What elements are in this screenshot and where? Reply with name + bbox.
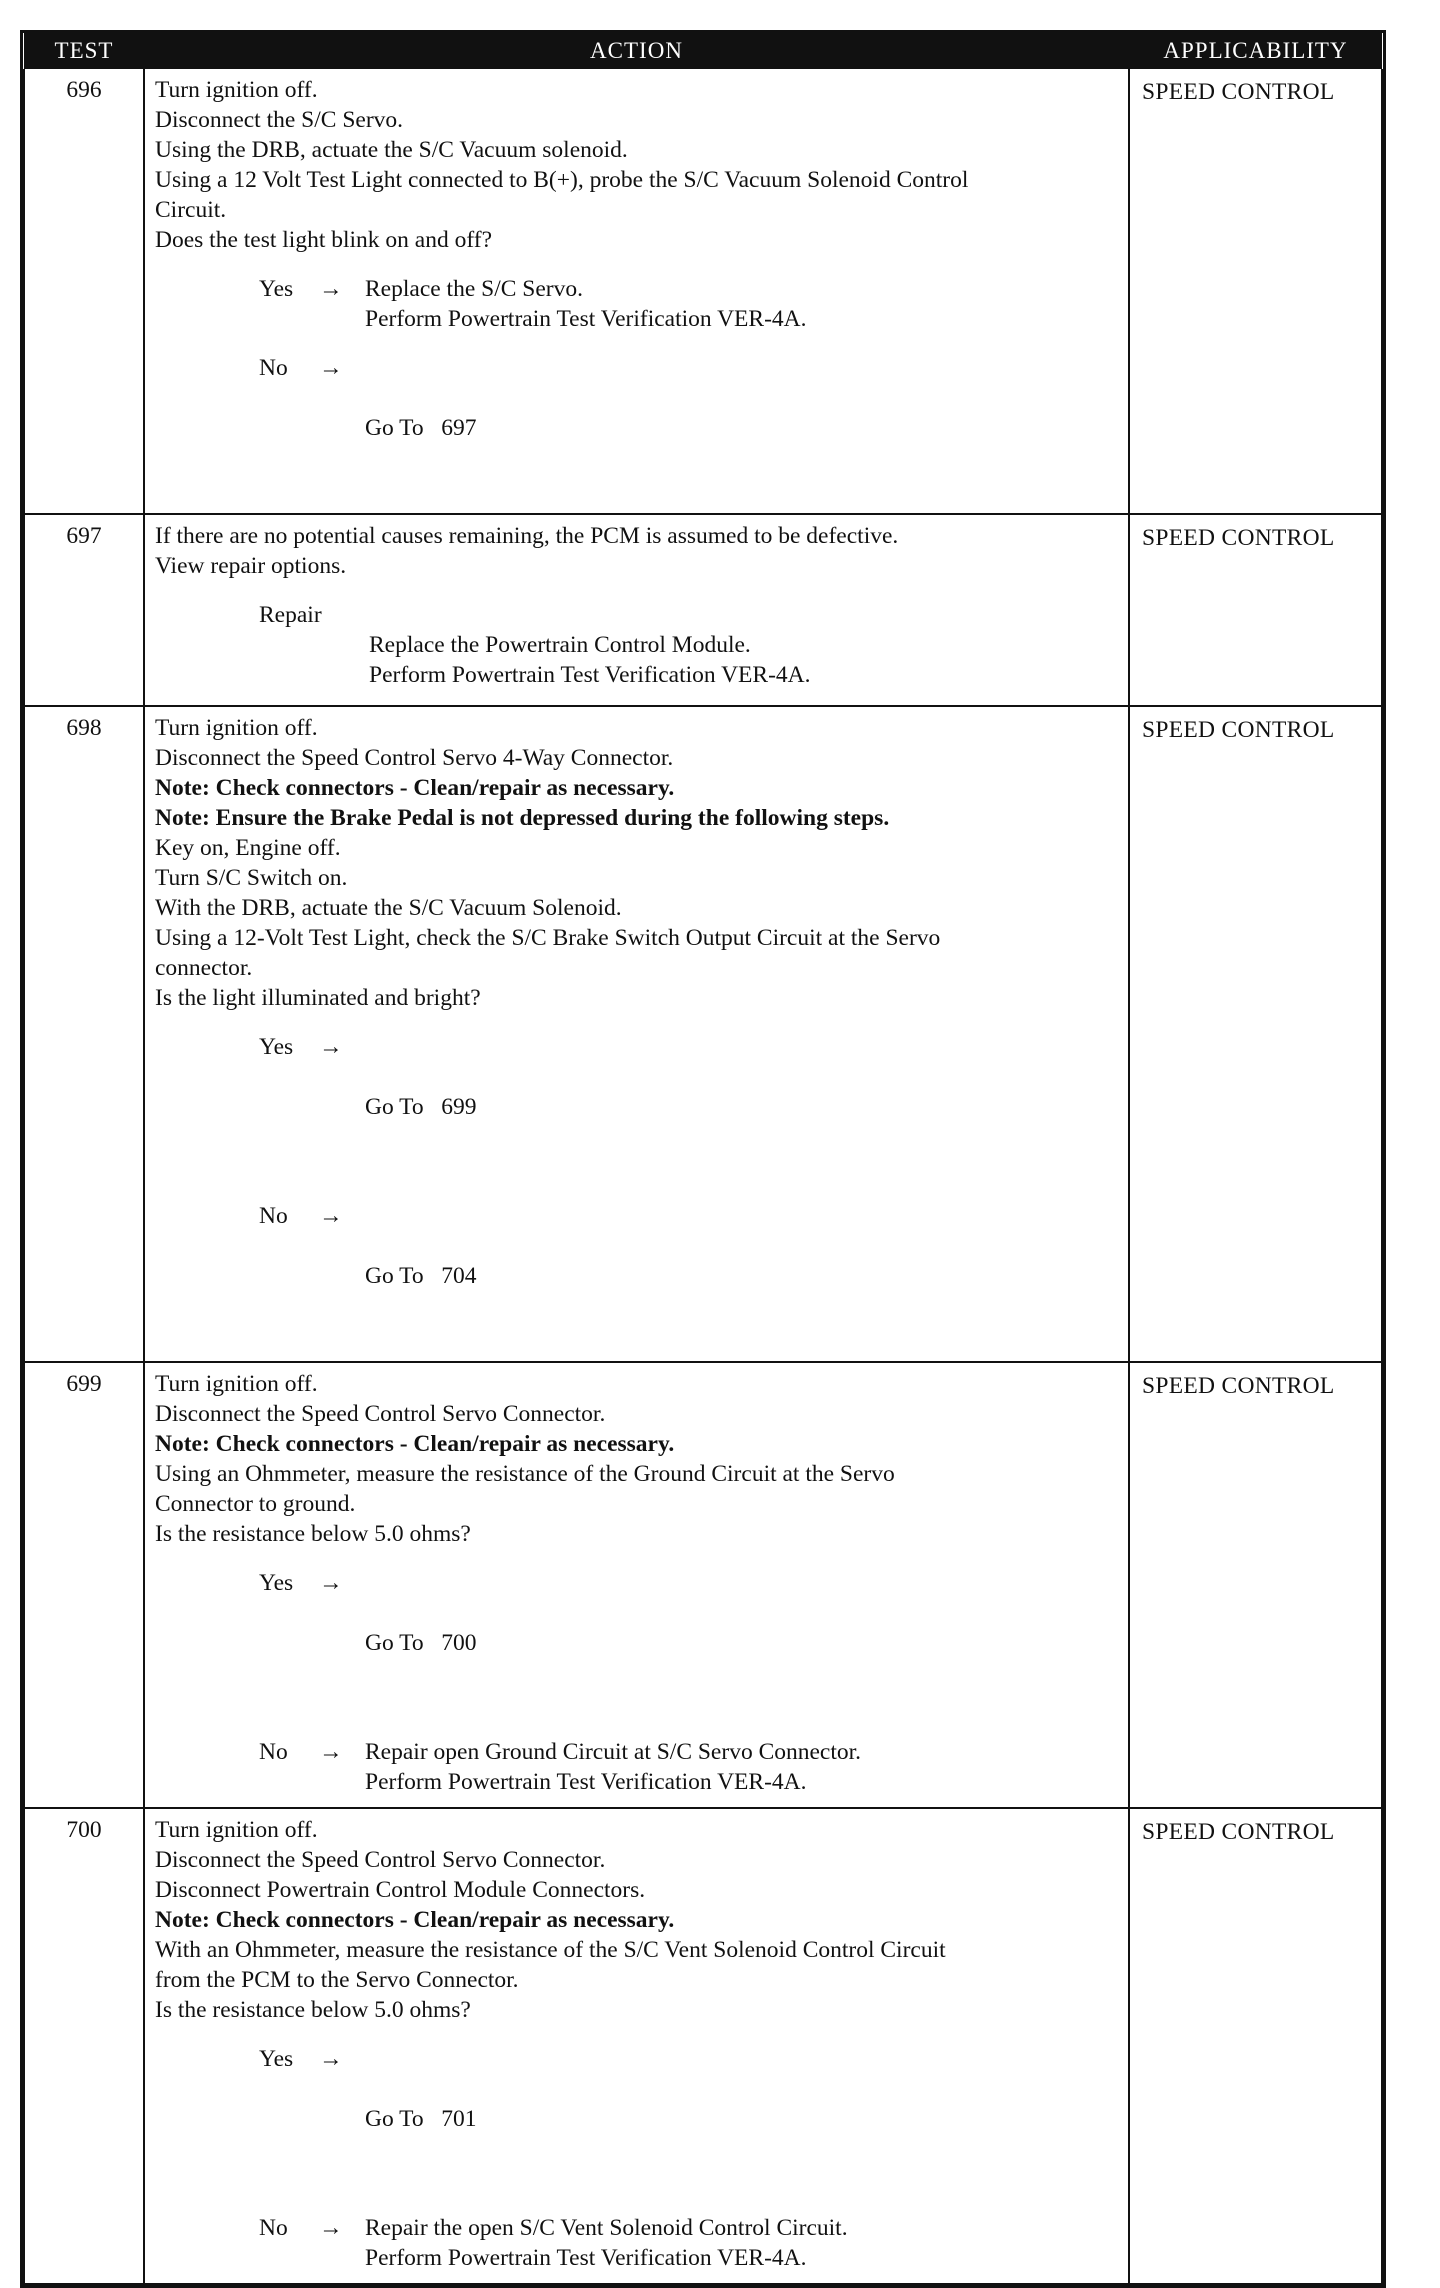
header-action: ACTION (144, 33, 1129, 69)
repair-text: Replace the Powertrain Control Module. (369, 632, 751, 658)
table-row (24, 1362, 1382, 1808)
step-text: View repair options. (155, 553, 347, 579)
yes-branch (259, 2044, 1122, 2194)
step-text: Turn ignition off. (155, 77, 318, 103)
no-branch (259, 2213, 1122, 2273)
table-row (24, 514, 1382, 706)
applicability-cell: SPEED CONTROL (1129, 69, 1382, 514)
step-text: Disconnect the Speed Control Servo Connector. (155, 1847, 606, 1873)
step-text: Is the resistance below 5.0 ohms? (155, 1997, 471, 2023)
no-label: No (259, 1739, 288, 1765)
header-test: TEST (24, 33, 144, 69)
step-text: Turn ignition off. (155, 1371, 318, 1397)
step-text: Disconnect the Speed Control Servo 4-Way Connector. (155, 745, 674, 771)
header-applicability: APPLICABILITY (1129, 33, 1382, 69)
arrow-icon: → (319, 2215, 343, 2241)
step-text: Using an Ohmmeter, measure the resistance of the Ground Circuit at the Servo (155, 1461, 895, 1487)
action-cell (144, 1808, 1129, 2284)
test-number: 698 (24, 706, 144, 1362)
table-row (24, 706, 1382, 1362)
no-branch (259, 1201, 1122, 1351)
repair-options (369, 630, 1122, 690)
no-branch (259, 1737, 1122, 1797)
diagnostic-test-table (20, 30, 1386, 2288)
repair-text: Perform Powertrain Test Verification VER-4A. (369, 662, 811, 688)
arrow-icon: → (319, 1739, 343, 1765)
arrow-icon: → (319, 355, 343, 381)
step-text: Turn S/C Switch on. (155, 865, 348, 891)
arrow-icon: → (319, 1570, 343, 1596)
step-text: Turn ignition off. (155, 1817, 318, 1843)
step-text: Using a 12-Volt Test Light, check the S/C Brake Switch Output Circuit at the Servo (155, 925, 941, 951)
arrow-icon: → (319, 1034, 343, 1060)
note-text: Note: Ensure the Brake Pedal is not depressed during the following steps. (155, 805, 890, 831)
step-text: Disconnect the Speed Control Servo Connector. (155, 1401, 606, 1427)
yes-label: Yes (259, 1034, 294, 1060)
test-number: 697 (24, 514, 144, 706)
step-text: Is the light illuminated and bright? (155, 985, 481, 1011)
yes-label: Yes (259, 276, 294, 302)
branch-text: Go To 704 (365, 1263, 477, 1289)
no-branch (259, 353, 1122, 503)
applicability-cell: SPEED CONTROL (1129, 514, 1382, 706)
step-text: With an Ohmmeter, measure the resistance of the S/C Vent Solenoid Control Circuit (155, 1937, 946, 1963)
branch-text: Perform Powertrain Test Verification VER-4A. (365, 2245, 807, 2271)
arrow-icon: → (319, 2046, 343, 2072)
branch-text: Replace the S/C Servo. (365, 276, 583, 302)
table-row (24, 69, 1382, 514)
arrow-icon: → (319, 276, 343, 302)
step-text: With the DRB, actuate the S/C Vacuum Solenoid. (155, 895, 622, 921)
step-text: Does the test light blink on and off? (155, 227, 492, 253)
action-cell (144, 514, 1129, 706)
note-text: Note: Check connectors - Clean/repair as necessary. (155, 1431, 675, 1457)
test-number: 700 (24, 1808, 144, 2284)
applicability-cell: SPEED CONTROL (1129, 1362, 1382, 1808)
yes-label: Yes (259, 1570, 294, 1596)
step-text: Turn ignition off. (155, 715, 318, 741)
branch-text: Perform Powertrain Test Verification VER-4A. (365, 306, 807, 332)
step-text: from the PCM to the Servo Connector. (155, 1967, 519, 1993)
no-label: No (259, 1203, 288, 1229)
yes-branch (259, 274, 1122, 334)
branch-text: Go To 697 (365, 415, 477, 441)
test-number: 699 (24, 1362, 144, 1808)
arrow-icon: → (319, 1203, 343, 1229)
yes-branch (259, 1568, 1122, 1718)
table-row (24, 1808, 1382, 2284)
note-text: Note: Check connectors - Clean/repair as necessary. (155, 1907, 675, 1933)
branch-text: Repair the open S/C Vent Solenoid Control Circuit. (365, 2215, 848, 2241)
step-text: Key on, Engine off. (155, 835, 341, 861)
action-cell (144, 69, 1129, 514)
step-text: Using a 12 Volt Test Light connected to B(+), probe the S/C Vacuum Solenoid Control (155, 167, 969, 193)
step-text: Circuit. (155, 197, 227, 223)
step-text: If there are no potential causes remaining, the PCM is assumed to be defective. (155, 523, 899, 549)
branch-text: Go To 699 (365, 1094, 477, 1120)
yes-label: Yes (259, 2046, 294, 2072)
step-text: Is the resistance below 5.0 ohms? (155, 1521, 471, 1547)
branch-text: Perform Powertrain Test Verification VER-4A. (365, 1769, 807, 1795)
repair-label: Repair (259, 602, 322, 628)
yes-branch (259, 1032, 1122, 1182)
no-label: No (259, 2215, 288, 2241)
header-row (24, 33, 1382, 69)
step-text: Disconnect the S/C Servo. (155, 107, 404, 133)
no-label: No (259, 355, 288, 381)
action-cell (144, 1362, 1129, 1808)
branch-text: Go To 701 (365, 2106, 477, 2132)
applicability-cell: SPEED CONTROL (1129, 1808, 1382, 2284)
action-cell (144, 706, 1129, 1362)
branch-text: Repair open Ground Circuit at S/C Servo Connector. (365, 1739, 862, 1765)
branch-text: Go To 700 (365, 1630, 477, 1656)
step-text: connector. (155, 955, 253, 981)
test-number: 696 (24, 69, 144, 514)
step-text: Connector to ground. (155, 1491, 356, 1517)
step-text: Using the DRB, actuate the S/C Vacuum solenoid. (155, 137, 628, 163)
note-text: Note: Check connectors - Clean/repair as necessary. (155, 775, 675, 801)
step-text: Disconnect Powertrain Control Module Connectors. (155, 1877, 646, 1903)
applicability-cell: SPEED CONTROL (1129, 706, 1382, 1362)
test-grid (23, 33, 1383, 2285)
